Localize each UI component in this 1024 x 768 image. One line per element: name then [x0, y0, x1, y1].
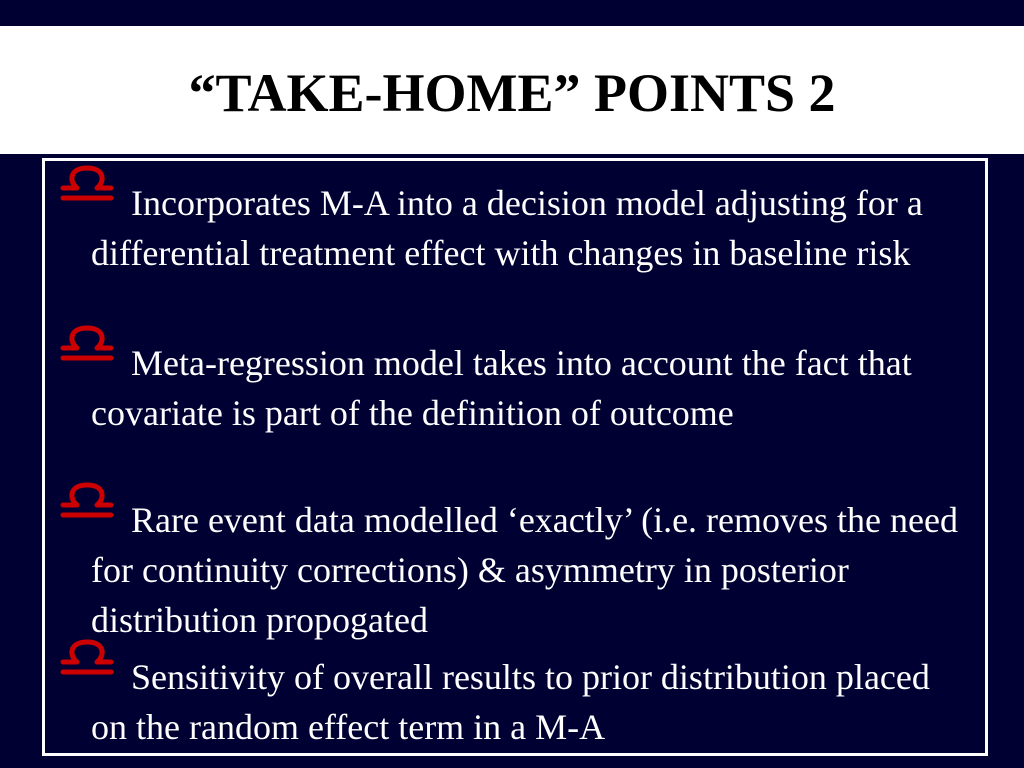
slide-title: “TAKE-HOME” POINTS 2: [188, 63, 836, 123]
bullet-text-4: Sensitivity of overall results to prior distribution placed on the random effect term in a M-A: [91, 657, 930, 747]
top-band: [0, 0, 1024, 26]
bullet-point-3: [91, 495, 971, 645]
title-band: [0, 26, 1024, 154]
bullet-point-2: [91, 338, 971, 438]
bullet-point-4: [91, 652, 971, 752]
bullet-text-3: Rare event data modelled ‘exactly’ (i.e. removes the need for continuity corrections) & asymmetry in posterior distribution propogated: [91, 500, 958, 640]
bullet-text-2: Meta-regression model takes into account the fact that covariate is part of the definition of outcome: [91, 343, 912, 433]
content-frame: [42, 158, 988, 756]
libra-symbol-icon: [57, 324, 117, 376]
libra-symbol-icon: [57, 638, 117, 690]
bullet-text-1: Incorporates M-A into a decision model adjusting for a differential treatment effect with changes in baseline risk: [91, 183, 923, 273]
libra-symbol-icon: [57, 164, 117, 216]
libra-symbol-icon: [57, 481, 117, 533]
bullet-point-1: [91, 178, 971, 278]
